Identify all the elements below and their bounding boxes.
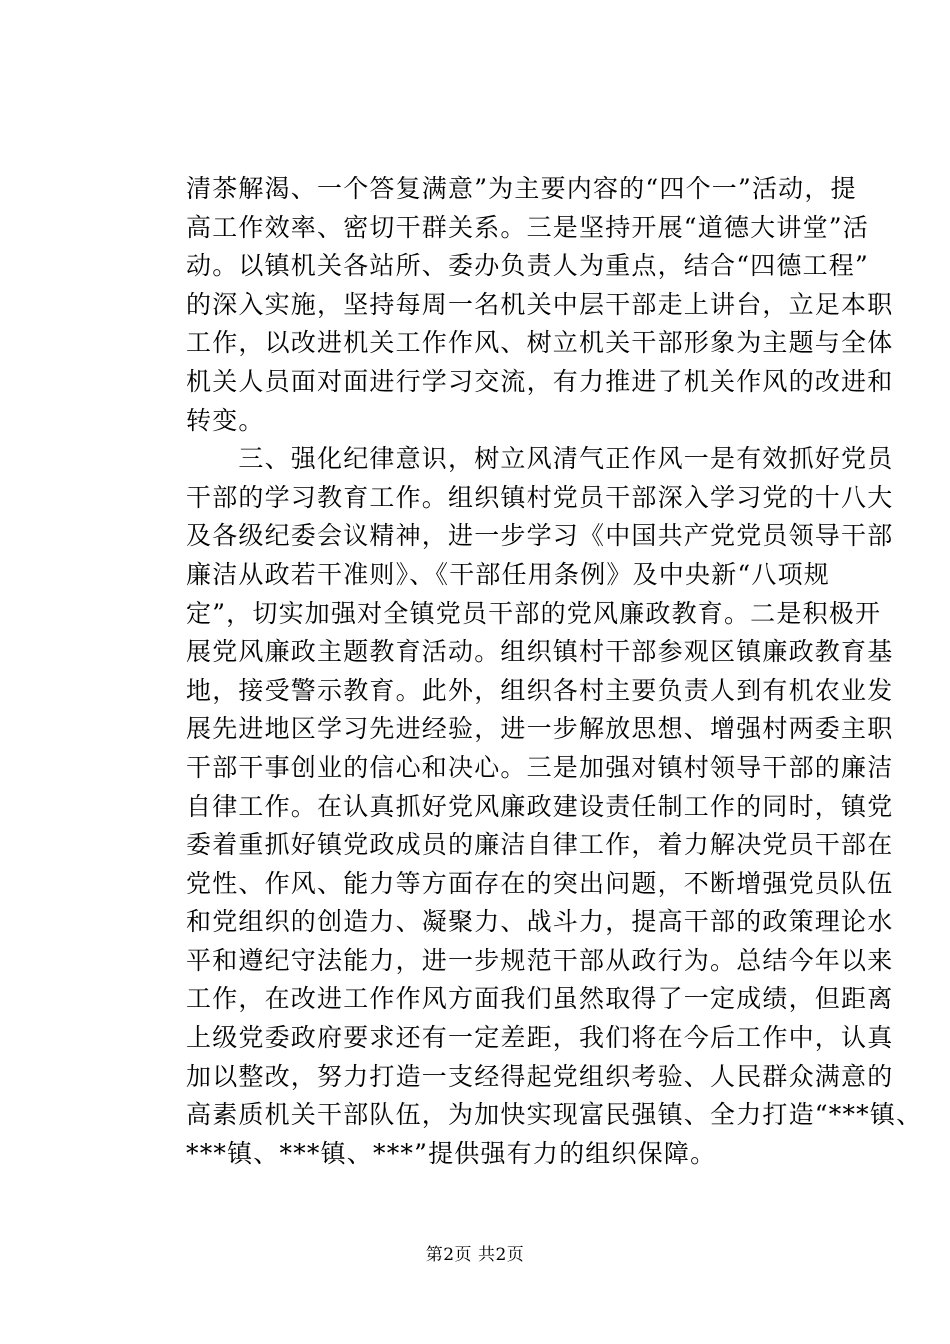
text-line: 上级党委政府要求还有一定差距，我们将在今后工作中，认真 <box>186 1023 894 1053</box>
text-line: 动。以镇机关各站所、委办负责人为重点，结合“四德工程” <box>186 251 869 281</box>
text-line: 委着重抓好镇党政成员的廉洁自律工作，着力解决党员干部在 <box>186 830 894 860</box>
text-line: 干部的学习教育工作。组织镇村党员干部深入学习党的十八大 <box>186 482 894 512</box>
text-line: 工作，以改进机关工作作风、树立机关干部形象为主题与全体 <box>186 328 894 358</box>
text-line: 地，接受警示教育。此外，组织各村主要负责人到有机农业发 <box>186 675 894 705</box>
text-line: 高素质机关干部队伍，为加快实现富民强镇、全力打造“***镇、 <box>186 1100 923 1130</box>
text-line: 工作，在改进工作作风方面我们虽然取得了一定成绩，但距离 <box>186 984 894 1014</box>
text-line: 展先进地区学习先进经验，进一步解放思想、增强村两委主职 <box>186 714 894 744</box>
text-line: 三、强化纪律意识，树立风清气正作风一是有效抓好党员 <box>186 444 894 474</box>
text-line: 机关人员面对面进行学习交流，有力推进了机关作风的改进和 <box>186 366 894 396</box>
text-line: 党性、作风、能力等方面存在的突出问题，不断增强党员队伍 <box>186 868 894 898</box>
text-line: 及各级纪委会议精神，进一步学习《中国共产党党员领导干部 <box>186 521 894 551</box>
text-line: 展党风廉政主题教育活动。组织镇村干部参观区镇廉政教育基 <box>186 637 894 667</box>
text-line: ***镇、***镇、***”提供强有力的组织保障。 <box>186 1138 717 1168</box>
text-line: 和党组织的创造力、凝聚力、战斗力，提高干部的政策理论水 <box>186 907 894 937</box>
text-line: 加以整改，努力打造一支经得起党组织考验、人民群众满意的 <box>186 1061 894 1091</box>
page-footer <box>0 1244 950 1266</box>
page-number: 第2页 共2页 <box>425 1245 525 1265</box>
text-line: 高工作效率、密切干群关系。三是坚持开展“道德大讲堂”活 <box>186 212 869 242</box>
text-line: 廉洁从政若干准则》、《干部任用条例》及中央新“八项规 <box>186 559 830 589</box>
text-line: 平和遵纪守法能力，进一步规范干部从政行为。总结今年以来 <box>186 945 894 975</box>
text-line: 的深入实施，坚持每周一名机关中层干部走上讲台，立足本职 <box>186 289 894 319</box>
text-line: 干部干事创业的信心和决心。三是加强对镇村领导干部的廉洁 <box>186 752 894 782</box>
text-line: 清茶解渴、一个答复满意”为主要内容的“四个一”活动，提 <box>186 174 857 203</box>
text-line: 自律工作。在认真抓好党风廉政建设责任制工作的同时，镇党 <box>186 791 894 821</box>
text-line: 转变。 <box>186 405 265 435</box>
text-line: 定”，切实加强对全镇党员干部的党风廉政教育。二是积极开 <box>186 598 882 628</box>
body-text <box>186 170 923 1173</box>
